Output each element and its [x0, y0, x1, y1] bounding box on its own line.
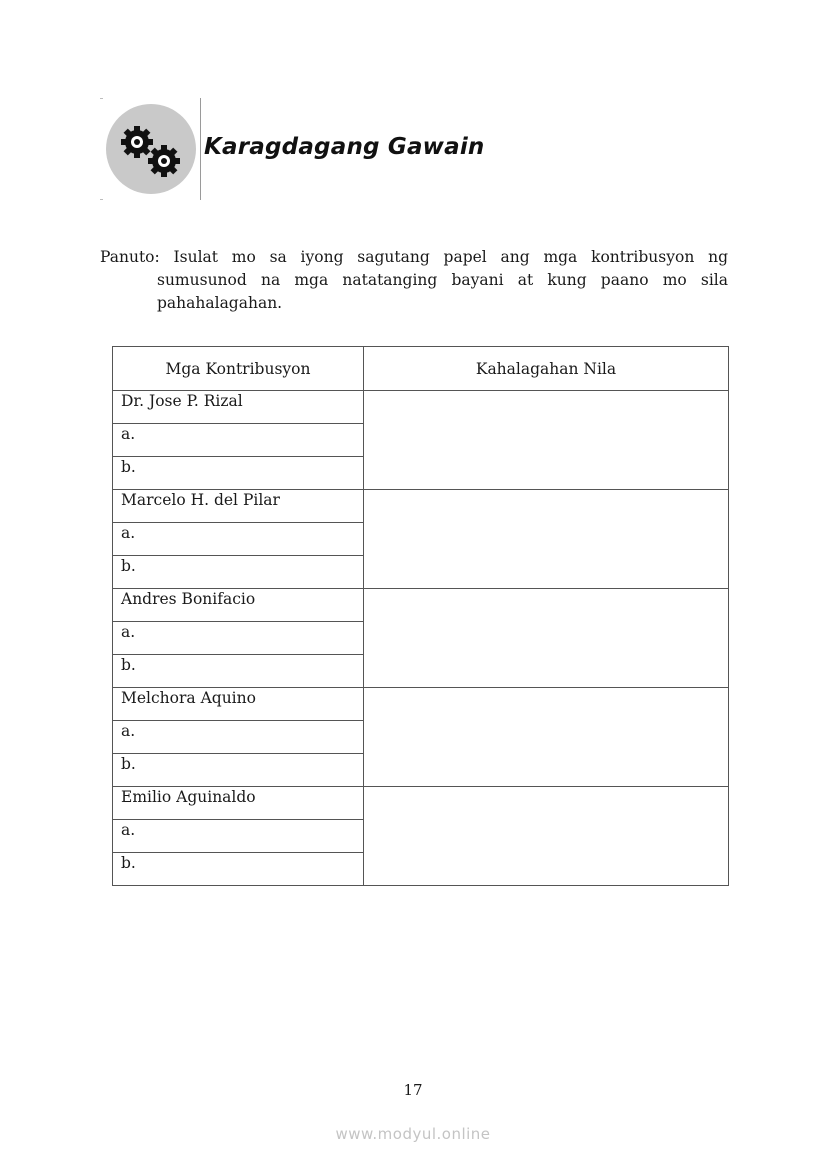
contribution-item-cell[interactable]: a.	[113, 523, 364, 556]
table-body	[113, 391, 729, 886]
table-row	[113, 490, 729, 523]
header-tick-top	[100, 98, 103, 99]
importance-answer-cell[interactable]	[364, 688, 729, 787]
page-number: 17	[403, 1081, 423, 1099]
importance-answer-cell[interactable]	[364, 391, 729, 490]
contribution-item-cell[interactable]: b.	[113, 457, 364, 490]
table-row	[113, 688, 729, 721]
contribution-item-cell[interactable]: b.	[113, 754, 364, 787]
hero-name-cell: Emilio Aguinaldo	[113, 787, 364, 820]
section-title: Karagdagang Gawain	[204, 134, 485, 160]
table-header-row	[113, 347, 729, 391]
instructions-text-rest: sumusunod na mga natatanging bayani at kung paano mo sila pahahalagahan.	[157, 271, 728, 312]
contribution-item-cell[interactable]: a.	[113, 622, 364, 655]
instructions	[100, 246, 728, 315]
table-row	[113, 391, 729, 424]
instructions-label: Panuto:	[100, 248, 160, 266]
contribution-item-cell[interactable]: a.	[113, 424, 364, 457]
contributions-table	[112, 346, 729, 886]
importance-answer-cell[interactable]	[364, 490, 729, 589]
gears-icon	[106, 104, 196, 194]
watermark: www.modyul.online	[335, 1125, 491, 1143]
importance-answer-cell[interactable]	[364, 589, 729, 688]
contribution-item-cell[interactable]: b.	[113, 655, 364, 688]
header-divider	[200, 98, 201, 200]
contribution-item-cell[interactable]: a.	[113, 721, 364, 754]
column-header-contributions: Mga Kontribusyon	[113, 347, 364, 391]
column-header-importance: Kahalagahan Nila	[364, 347, 729, 391]
header-tick-bottom	[100, 199, 103, 200]
hero-name-cell: Marcelo H. del Pilar	[113, 490, 364, 523]
contribution-item-cell[interactable]: b.	[113, 556, 364, 589]
importance-answer-cell[interactable]	[364, 787, 729, 886]
table-row	[113, 787, 729, 820]
instructions-text-first: Isulat mo sa iyong sagutang papel ang mga kontribusyon ng	[173, 248, 728, 266]
table-row	[113, 589, 729, 622]
section-header	[100, 98, 520, 202]
hero-name-cell: Andres Bonifacio	[113, 589, 364, 622]
contribution-item-cell[interactable]: b.	[113, 853, 364, 886]
hero-name-cell: Melchora Aquino	[113, 688, 364, 721]
hero-name-cell: Dr. Jose P. Rizal	[113, 391, 364, 424]
contribution-item-cell[interactable]: a.	[113, 820, 364, 853]
instructions-first-line	[100, 246, 728, 269]
